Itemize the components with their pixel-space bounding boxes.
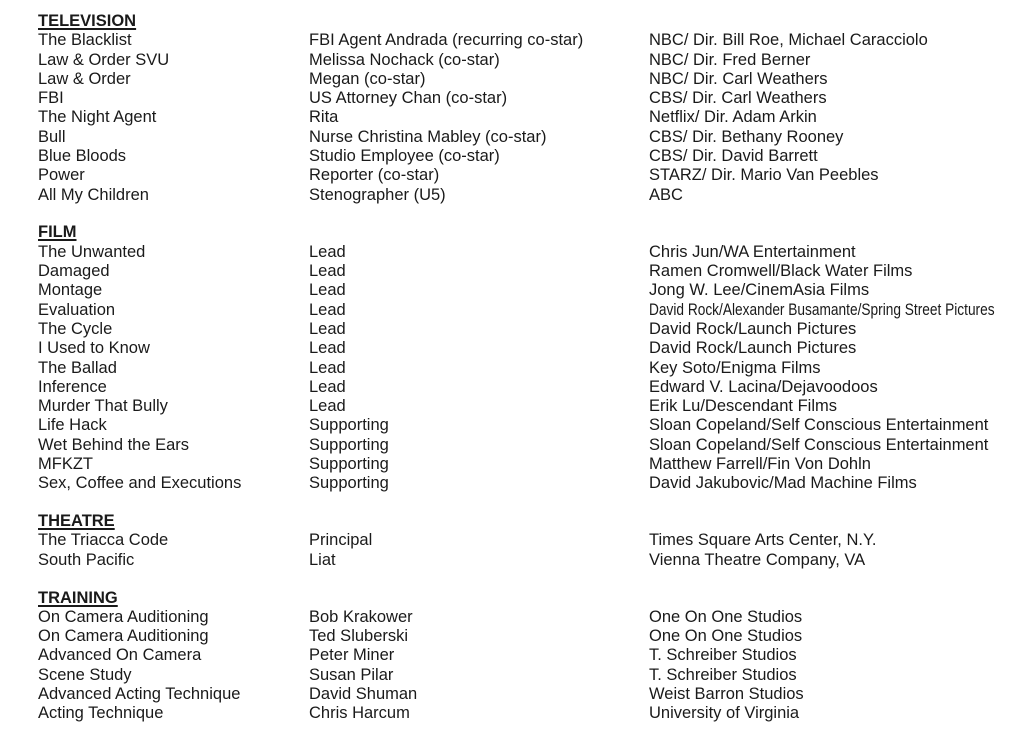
credit-title: FBI [38,89,64,108]
credit-production: Sloan Copeland/Self Conscious Entertainment [649,416,989,435]
training-course: On Camera Auditioning [38,627,209,646]
training-course: On Camera Auditioning [38,607,209,626]
credit-production: Chris Jun/WA Entertainment [649,242,856,261]
credit-role: Liat [309,550,336,569]
credit-production: NBC/ Dir. Carl Weathers [649,69,828,88]
credit-row [38,301,1008,320]
training-instructor: Peter Miner [309,646,395,665]
credit-role: Nurse Christina Mabley (co-star) [309,127,547,146]
credit-role: Melissa Nochack (co-star) [309,50,500,69]
training-studio: T. Schreiber Studios [649,646,797,665]
section-heading-television: TELEVISION [38,12,137,30]
training-row [38,666,1008,685]
credit-production: STARZ/ Dir. Mario Van Peebles [649,166,879,185]
credit-row [38,359,1008,378]
credit-role: Lead [309,397,346,416]
credit-row [38,262,1008,281]
credit-title: Damaged [38,262,110,281]
credit-row [38,128,1008,147]
credit-row [38,166,1008,185]
training-row [38,646,1008,665]
credit-title: Bull [38,127,66,146]
credit-title: MFKZT [38,455,93,474]
training-course: Acting Technique [38,704,164,723]
training-row [38,704,1008,723]
credit-row [38,70,1008,89]
credit-row [38,281,1008,300]
training-studio: University of Virginia [649,704,800,723]
credit-production: Jong W. Lee/CinemAsia Films [649,281,870,300]
credit-production: Edward V. Lacina/Dejavoodoos [649,377,878,396]
credit-role: Supporting [309,474,389,493]
credit-title: Blue Bloods [38,147,127,166]
credit-title: The Cycle [38,319,113,338]
credit-production: NBC/ Dir. Bill Roe, Michael Caracciolo [649,31,928,50]
credit-row [38,436,1008,455]
credit-title: Wet Behind the Ears [38,435,190,454]
credit-title: South Pacific [38,550,135,569]
credit-title: The Triacca Code [38,531,169,550]
credit-row [38,320,1008,339]
section-heading-training: TRAINING [38,588,118,607]
credit-production: David Rock/Launch Pictures [649,319,857,338]
credit-production: Matthew Farrell/Fin Von Dohln [649,455,871,474]
credit-production: Key Soto/Enigma Films [649,358,821,377]
training-row [38,608,1008,627]
credit-row [38,51,1008,70]
credit-role: Lead [309,339,346,358]
training-studio: One On One Studios [649,607,803,626]
credit-role: Supporting [309,435,389,454]
credit-production: David Rock/Launch Pictures [649,339,857,358]
credit-row [38,31,1008,50]
credit-production: David Jakubovic/Mad Machine Films [649,474,917,493]
training-studio: One On One Studios [649,627,803,646]
credit-title: Power [38,166,85,185]
credit-row [38,186,1008,205]
credit-role: FBI Agent Andrada (recurring co-star) [309,31,584,50]
credit-role: Studio Employee (co-star) [309,147,500,166]
training-instructor: David Shuman [309,685,418,703]
credit-production: David Rock/Alexander Busamante/Spring Street Pictures [649,300,995,319]
credit-role: Lead [309,358,346,377]
credit-title: Law & Order SVU [38,50,170,69]
training-instructor: Ted Sluberski [309,627,409,646]
credit-title: The Night Agent [38,108,157,127]
credit-production: Netflix/ Dir. Adam Arkin [649,108,817,127]
credit-title: Evaluation [38,300,116,319]
resume-credits [38,12,1008,724]
credit-title: Life Hack [38,416,107,435]
credit-role: Lead [309,377,346,396]
credit-row [38,416,1008,435]
section-television [38,12,1008,205]
training-instructor: Bob Krakower [309,607,413,626]
credit-row [38,531,1008,550]
training-studio: T. Schreiber Studios [649,665,797,684]
credit-role: Supporting [309,455,389,474]
credit-role: Lead [309,262,346,281]
credit-row [38,397,1008,416]
credit-role: Lead [309,281,346,300]
credit-title: The Blacklist [38,31,132,50]
section-film [38,223,1008,493]
credit-production: Erik Lu/Descendant Films [649,397,837,416]
credit-title: I Used to Know [38,339,150,358]
credit-title: The Unwanted [38,242,146,261]
credit-role: Supporting [309,416,389,435]
credit-row [38,339,1008,358]
credit-title: All My Children [38,185,149,204]
credit-production: NBC/ Dir. Fred Berner [649,50,811,69]
training-course: Scene Study [38,665,132,684]
credit-row [38,474,1008,493]
credit-row [38,455,1008,474]
section-heading-film: FILM [38,223,77,242]
credit-production: CBS/ Dir. David Barrett [649,147,818,166]
credit-title: Murder That Bully [38,397,168,416]
credit-title: Sex, Coffee and Executions [38,474,242,493]
credit-row [38,89,1008,108]
credit-role: Rita [309,108,339,127]
training-instructor: Susan Pilar [309,665,394,684]
credit-production: Sloan Copeland/Self Conscious Entertainment [649,435,989,454]
credit-role: Stenographer (U5) [309,185,446,204]
credit-role: US Attorney Chan (co-star) [309,89,508,108]
credit-row [38,243,1008,262]
credit-role: Lead [309,319,346,338]
credit-row [38,378,1008,397]
training-course: Advanced Acting Technique [38,685,241,703]
credit-role: Reporter (co-star) [309,166,440,185]
credit-role: Lead [309,300,346,319]
credit-title: The Ballad [38,358,117,377]
credit-production: CBS/ Dir. Bethany Rooney [649,127,844,146]
section-training [38,589,1008,724]
credit-row [38,551,1008,570]
credit-production: CBS/ Dir. Carl Weathers [649,89,827,108]
credit-production: Vienna Theatre Company, VA [649,550,866,569]
section-heading-theatre: THEATRE [38,512,115,531]
training-course: Advanced On Camera [38,646,202,665]
credit-row [38,147,1008,166]
credit-row [38,108,1008,127]
credit-title: Inference [38,377,107,396]
training-row [38,685,1008,704]
training-row [38,627,1008,646]
credit-role: Principal [309,531,373,550]
credit-title: Montage [38,281,103,300]
training-studio: Weist Barron Studios [649,685,804,703]
credit-production: Times Square Arts Center, N.Y. [649,531,877,550]
credit-title: Law & Order [38,69,131,88]
credit-role: Lead [309,242,346,261]
training-instructor: Chris Harcum [309,704,410,723]
section-theatre [38,512,1008,570]
credit-production: ABC [649,185,683,204]
credit-role: Megan (co-star) [309,69,426,88]
credit-production: Ramen Cromwell/Black Water Films [649,262,913,281]
